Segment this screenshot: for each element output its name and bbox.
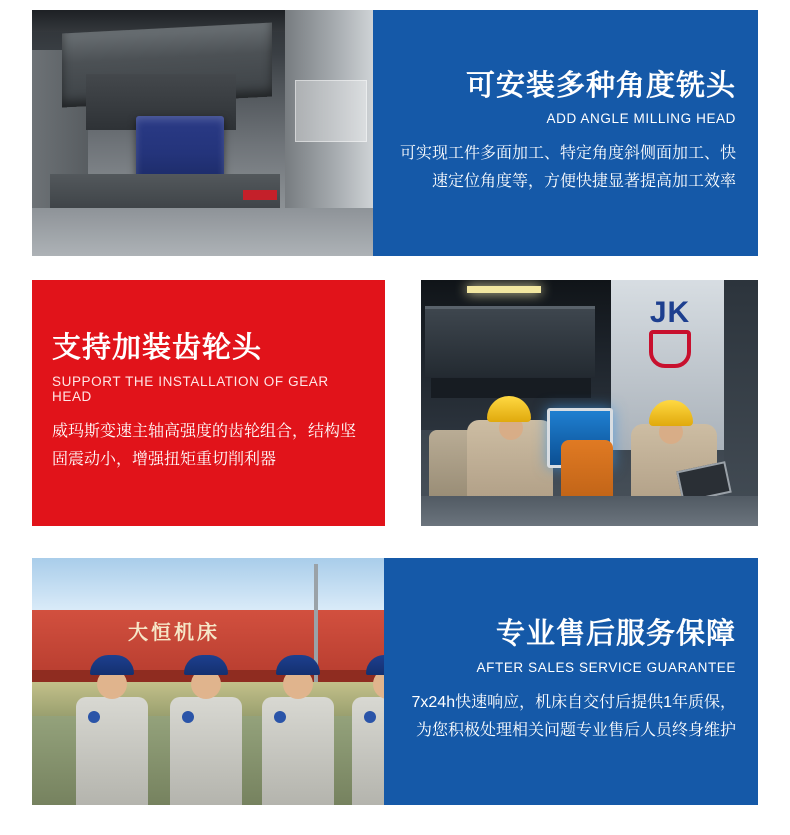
uniform-logo-icon (88, 711, 100, 723)
red-accent-shape (243, 190, 277, 200)
machine-rail-shape (431, 378, 591, 398)
photo-angle-milling-head (32, 10, 373, 256)
shield-icon (649, 330, 691, 368)
uniform-shape (76, 697, 148, 805)
section-body: 可实现工件多面加工、特定角度斜侧面加工、快速定位角度等，方便快捷显著提高加工效率 (399, 145, 736, 191)
factory-wall-text: 大恒机床 (128, 622, 220, 644)
cap-shape (276, 655, 320, 675)
section-subtitle: AFTER SALES SERVICE GUARANTEE (476, 659, 736, 675)
section-title: 可安装多种角度铣头 (465, 69, 736, 102)
team-member (350, 655, 384, 805)
section-body: 威玛斯变速主轴高强度的齿轮组合，结构坚固震动小，增强扭矩重切削利器 (52, 422, 357, 468)
photo-gear-head-workers (421, 280, 758, 526)
uniform-logo-icon (274, 711, 286, 723)
cap-shape (90, 655, 134, 675)
section-gear-head (32, 280, 758, 526)
photo-service-team (32, 558, 384, 805)
machine-brand-logo: JK (635, 298, 705, 364)
section-angle-milling-head (32, 10, 758, 256)
team-member (74, 655, 150, 805)
panel-after-sales-service (384, 558, 758, 805)
floor-shape (421, 496, 758, 526)
uniform-shape (262, 697, 334, 805)
ceiling-lamp-shape (467, 286, 541, 293)
uniform-shape (170, 697, 242, 805)
section-subtitle: ADD ANGLE MILLING HEAD (546, 111, 736, 127)
floor-shape (32, 208, 373, 256)
cap-shape (366, 655, 384, 675)
section-after-sales-service (32, 558, 758, 805)
panel-gear-head (32, 280, 385, 526)
sky-shape (32, 558, 384, 616)
section-title: 专业售后服务保障 (495, 618, 736, 651)
panel-angle-milling-head (373, 10, 758, 256)
machine-beam-shape (425, 306, 595, 377)
uniform-logo-icon (182, 711, 194, 723)
cap-shape (184, 655, 228, 675)
team-member (260, 655, 336, 805)
uniform-logo-icon (364, 711, 376, 723)
section-body: 7x24h快速响应，机床自交付后提供1年质保，为您积极处理相关问题专业售后人员终身维护 (411, 693, 736, 739)
team-member (168, 655, 244, 805)
section-subtitle: SUPPORT THE INSTALLATION OF GEAR HEAD (52, 373, 329, 404)
section-title: 支持加装齿轮头 (52, 332, 263, 365)
window-shape (295, 80, 367, 142)
